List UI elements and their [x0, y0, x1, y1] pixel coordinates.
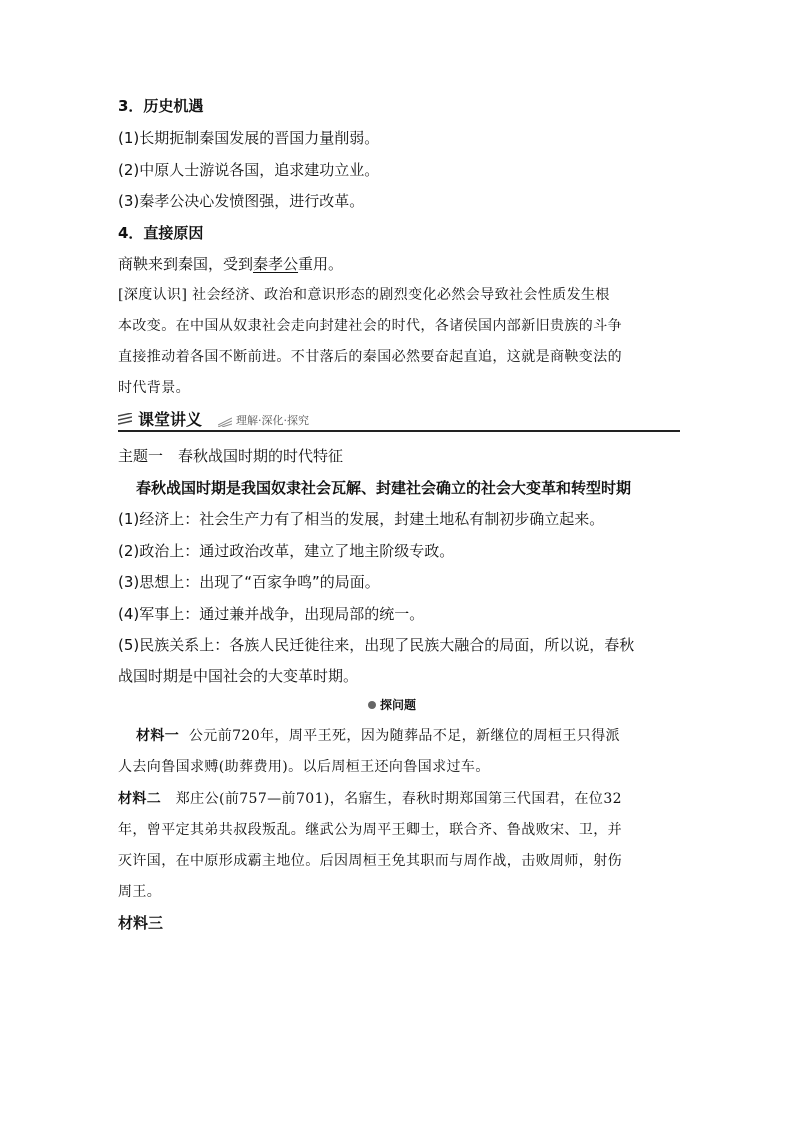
list-item: (4)军事上：通过兼并战争，出现局部的统一。 [118, 605, 425, 623]
deep-understanding-line: 时代背景。 [118, 380, 190, 396]
text-segment: 商鞅来到秦国，受到 [118, 255, 254, 273]
section-heading: 3．历史机遇 [118, 97, 204, 115]
underlined-text: 秦孝公 [253, 255, 299, 273]
material-paragraph [136, 726, 706, 746]
material-line: 灭许国，在中原形成霸主地位。后因周桓王免其职而与周作战，击败周师，射伤 [118, 853, 622, 869]
topic-summary: 春秋战国时期是我国奴隶社会瓦解、封建社会确立的社会大变革和转型时期 [136, 479, 632, 497]
list-item: (3)秦孝公决心发愤图强，进行改革。 [118, 192, 365, 210]
list-item: (2)政治上：通过政治改革，建立了地主阶级专政。 [118, 542, 455, 560]
material-line: 年，曾平定其弟共叔段叛乱。继武公为周平王卿士，联合齐、鲁战败宋、卫，并 [118, 822, 622, 838]
material-label: 材料三 [118, 914, 164, 932]
paragraph [118, 254, 688, 274]
banner-title: 课堂讲义 [138, 410, 203, 429]
list-item: (3)思想上：出现了“百家争鸣”的局面。 [118, 573, 380, 591]
topic-title: 主题一 春秋战国时期的时代特征 [118, 447, 344, 465]
deep-understanding-line: 直接推动着各国不断前进。不甘落后的秦国必然要奋起直追，这就是商鞅变法的 [118, 349, 622, 365]
section-banner [118, 410, 680, 432]
question-marker [368, 697, 416, 713]
material-label: 材料一 [136, 728, 180, 744]
section-heading: 4．直接原因 [118, 224, 204, 242]
question-label: 探问题 [380, 698, 417, 712]
material-line: 人去向鲁国求赙(助葬费用)。以后周桓王还向鲁国求过车。 [118, 759, 490, 775]
deep-understanding-line: 本改变。在中国从奴隶社会走向封建社会的时代，各诸侯国内部新旧贵族的斗争 [118, 318, 622, 334]
deep-understanding-line: [深度认识] 社会经济、政治和意识形态的剧烈变化必然会导致社会性质发生根 [118, 287, 610, 303]
text-segment: 重用。 [298, 255, 344, 273]
banner-subtitle: 理解·深化·探究 [236, 414, 309, 427]
list-item: (1)经济上：社会生产力有了相当的发展，封建土地私有制初步确立起来。 [118, 510, 605, 528]
material-line: 周王。 [118, 884, 162, 900]
material-text: 郑庄公(前757—前701)，名寤生，春秋时期郑国第三代国君，在位32 [175, 791, 622, 807]
stripe-decoration-icon [118, 413, 132, 427]
list-item: (2)中原人士游说各国，追求建功立业。 [118, 161, 380, 179]
material-paragraph [118, 789, 688, 809]
material-text: 公元前720年，周平王死，因为随葬品不足，新继位的周桓王只得派 [188, 728, 621, 744]
stripe-decoration-icon [218, 415, 232, 427]
material-label: 材料二 [118, 791, 162, 807]
list-item: (5)民族关系上：各族人民迁徙往来，出现了民族大融合的局面，所以说，春秋 [118, 636, 635, 654]
divider [118, 430, 680, 432]
bullet-icon [368, 701, 376, 709]
list-item: 战国时期是中国社会的大变革时期。 [118, 667, 359, 685]
list-item: (1)长期扼制秦国发展的晋国力量削弱。 [118, 129, 380, 147]
